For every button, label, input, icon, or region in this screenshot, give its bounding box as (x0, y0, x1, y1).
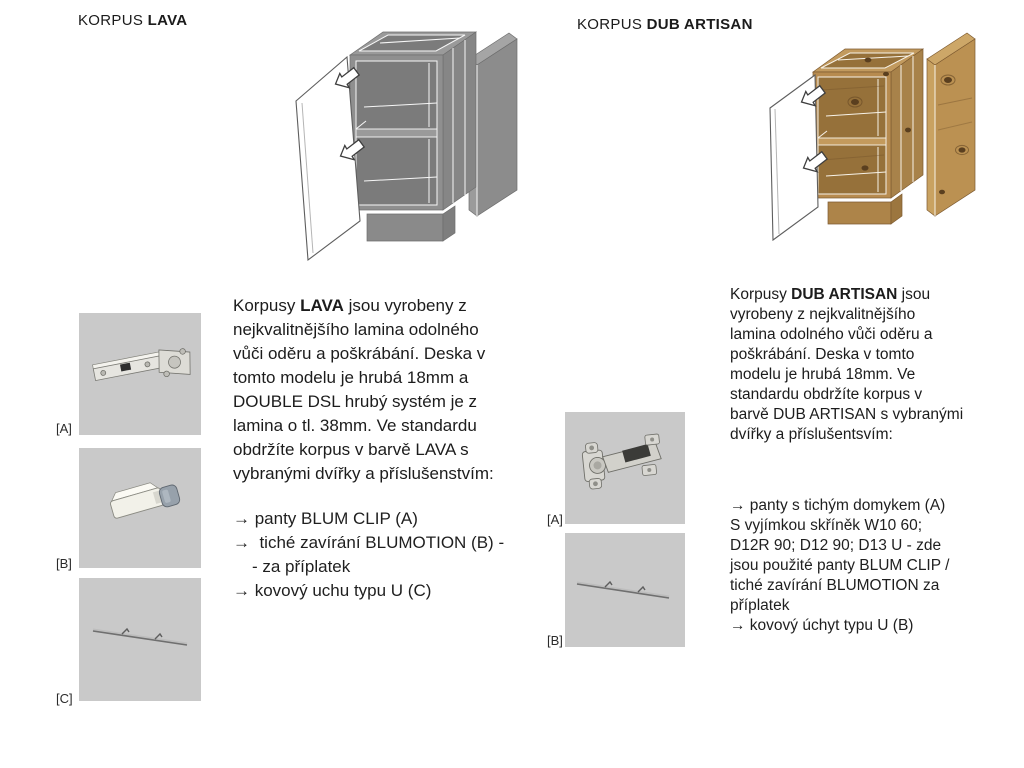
dub-side-panel (927, 33, 975, 216)
feature-item: jsou použité panty BLUM CLIP / (730, 557, 950, 574)
dub-heading (577, 16, 753, 33)
description-line: modelu je hrubá 18mm. Ve (730, 366, 916, 383)
feature-item: → panty BLUM CLIP (A) (233, 509, 418, 528)
description-line: nejkvalitnějšího lamina odolného (233, 320, 479, 339)
description-line: lamina o tl. 38mm. Ve standardu (233, 416, 477, 435)
description-line: standardu obdržíte korpus v (730, 386, 923, 403)
lava-heading-prefix: KORPUS (78, 12, 148, 29)
dub-artisan-cabinet-drawing (738, 10, 978, 260)
description-line (233, 294, 494, 318)
description-line: vybranými dvířky a příslušenstvím: (233, 464, 494, 483)
lava-cabinet-drawing (280, 10, 522, 262)
dub-description (730, 285, 963, 445)
feature-item: → tiché zavírání BLUMOTION (B) - (233, 533, 505, 552)
feature-item: → kovový uchu typu U (C) (233, 581, 432, 600)
lead-brand: LAVA (300, 296, 344, 315)
lava-feature-list (233, 507, 504, 603)
lava-description (233, 294, 494, 486)
lead-suffix: jsou vyrobeny z (343, 296, 467, 315)
lava-heading-brand: LAVA (147, 12, 188, 29)
description-line: vůči oděru a poškrábání. Deska v (233, 344, 486, 363)
dub-heading-prefix: KORPUS (577, 16, 647, 33)
lead-prefix: Korpusy (233, 296, 301, 315)
lava-hinge-photo-a (79, 313, 201, 435)
dub-hinge-photo-a (565, 412, 685, 524)
feature-item: D12R 90; D12 90; D13 U - zde (730, 537, 942, 554)
dub-carcass (813, 49, 923, 224)
description-line: DOUBLE DSL hrubý systém je z (233, 392, 478, 411)
dub-label-b: [B] (547, 633, 563, 648)
lead-suffix: jsou (897, 286, 931, 303)
feature-item: tiché zavírání BLUMOTION za (730, 577, 940, 594)
soft-close-hinge-icon (565, 412, 685, 524)
blum-clip-hinge-icon (79, 313, 201, 435)
feature-item: → panty s tichým domykem (A) (730, 497, 946, 514)
lava-label-a: [A] (56, 421, 72, 436)
description-line: dvířky a příslušentsvím: (730, 426, 893, 443)
u-handle-icon (79, 578, 201, 701)
description-line: lamina odolného vůči oděru a (730, 326, 933, 343)
description-line: poškrábání. Deska v tomto (730, 346, 915, 363)
dub-handle-photo-b (565, 533, 685, 647)
dub-heading-brand: DUB ARTISAN (646, 16, 753, 33)
lava-damper-photo-b (79, 448, 201, 568)
description-line: tomto modelu je hrubá 18mm a (233, 368, 469, 387)
feature-item: → kovový úchyt typu U (B) (730, 617, 914, 634)
feature-item: S vyjímkou skříněk W10 60; (730, 517, 923, 534)
blumotion-damper-icon (79, 448, 201, 568)
lava-label-c: [C] (56, 691, 73, 706)
lava-handle-photo-c (79, 578, 201, 701)
description-line (730, 285, 963, 305)
lava-carcass (350, 32, 476, 241)
feature-item: - za příplatek (252, 557, 351, 576)
lava-heading (78, 12, 187, 29)
lava-label-b: [B] (56, 556, 72, 571)
description-line: barvě DUB ARTISAN s vybranými (730, 406, 964, 423)
lead-brand: DUB ARTISAN (791, 286, 898, 303)
description-line: obdržíte korpus v barvě LAVA s (233, 440, 469, 459)
dub-feature-list (730, 496, 949, 636)
feature-item: příplatek (730, 597, 790, 614)
u-handle-icon (565, 533, 685, 647)
lead-prefix: Korpusy (730, 286, 792, 303)
dub-label-a: [A] (547, 512, 563, 527)
description-line: vyrobeny z nejkvalitnějšího (730, 306, 916, 323)
